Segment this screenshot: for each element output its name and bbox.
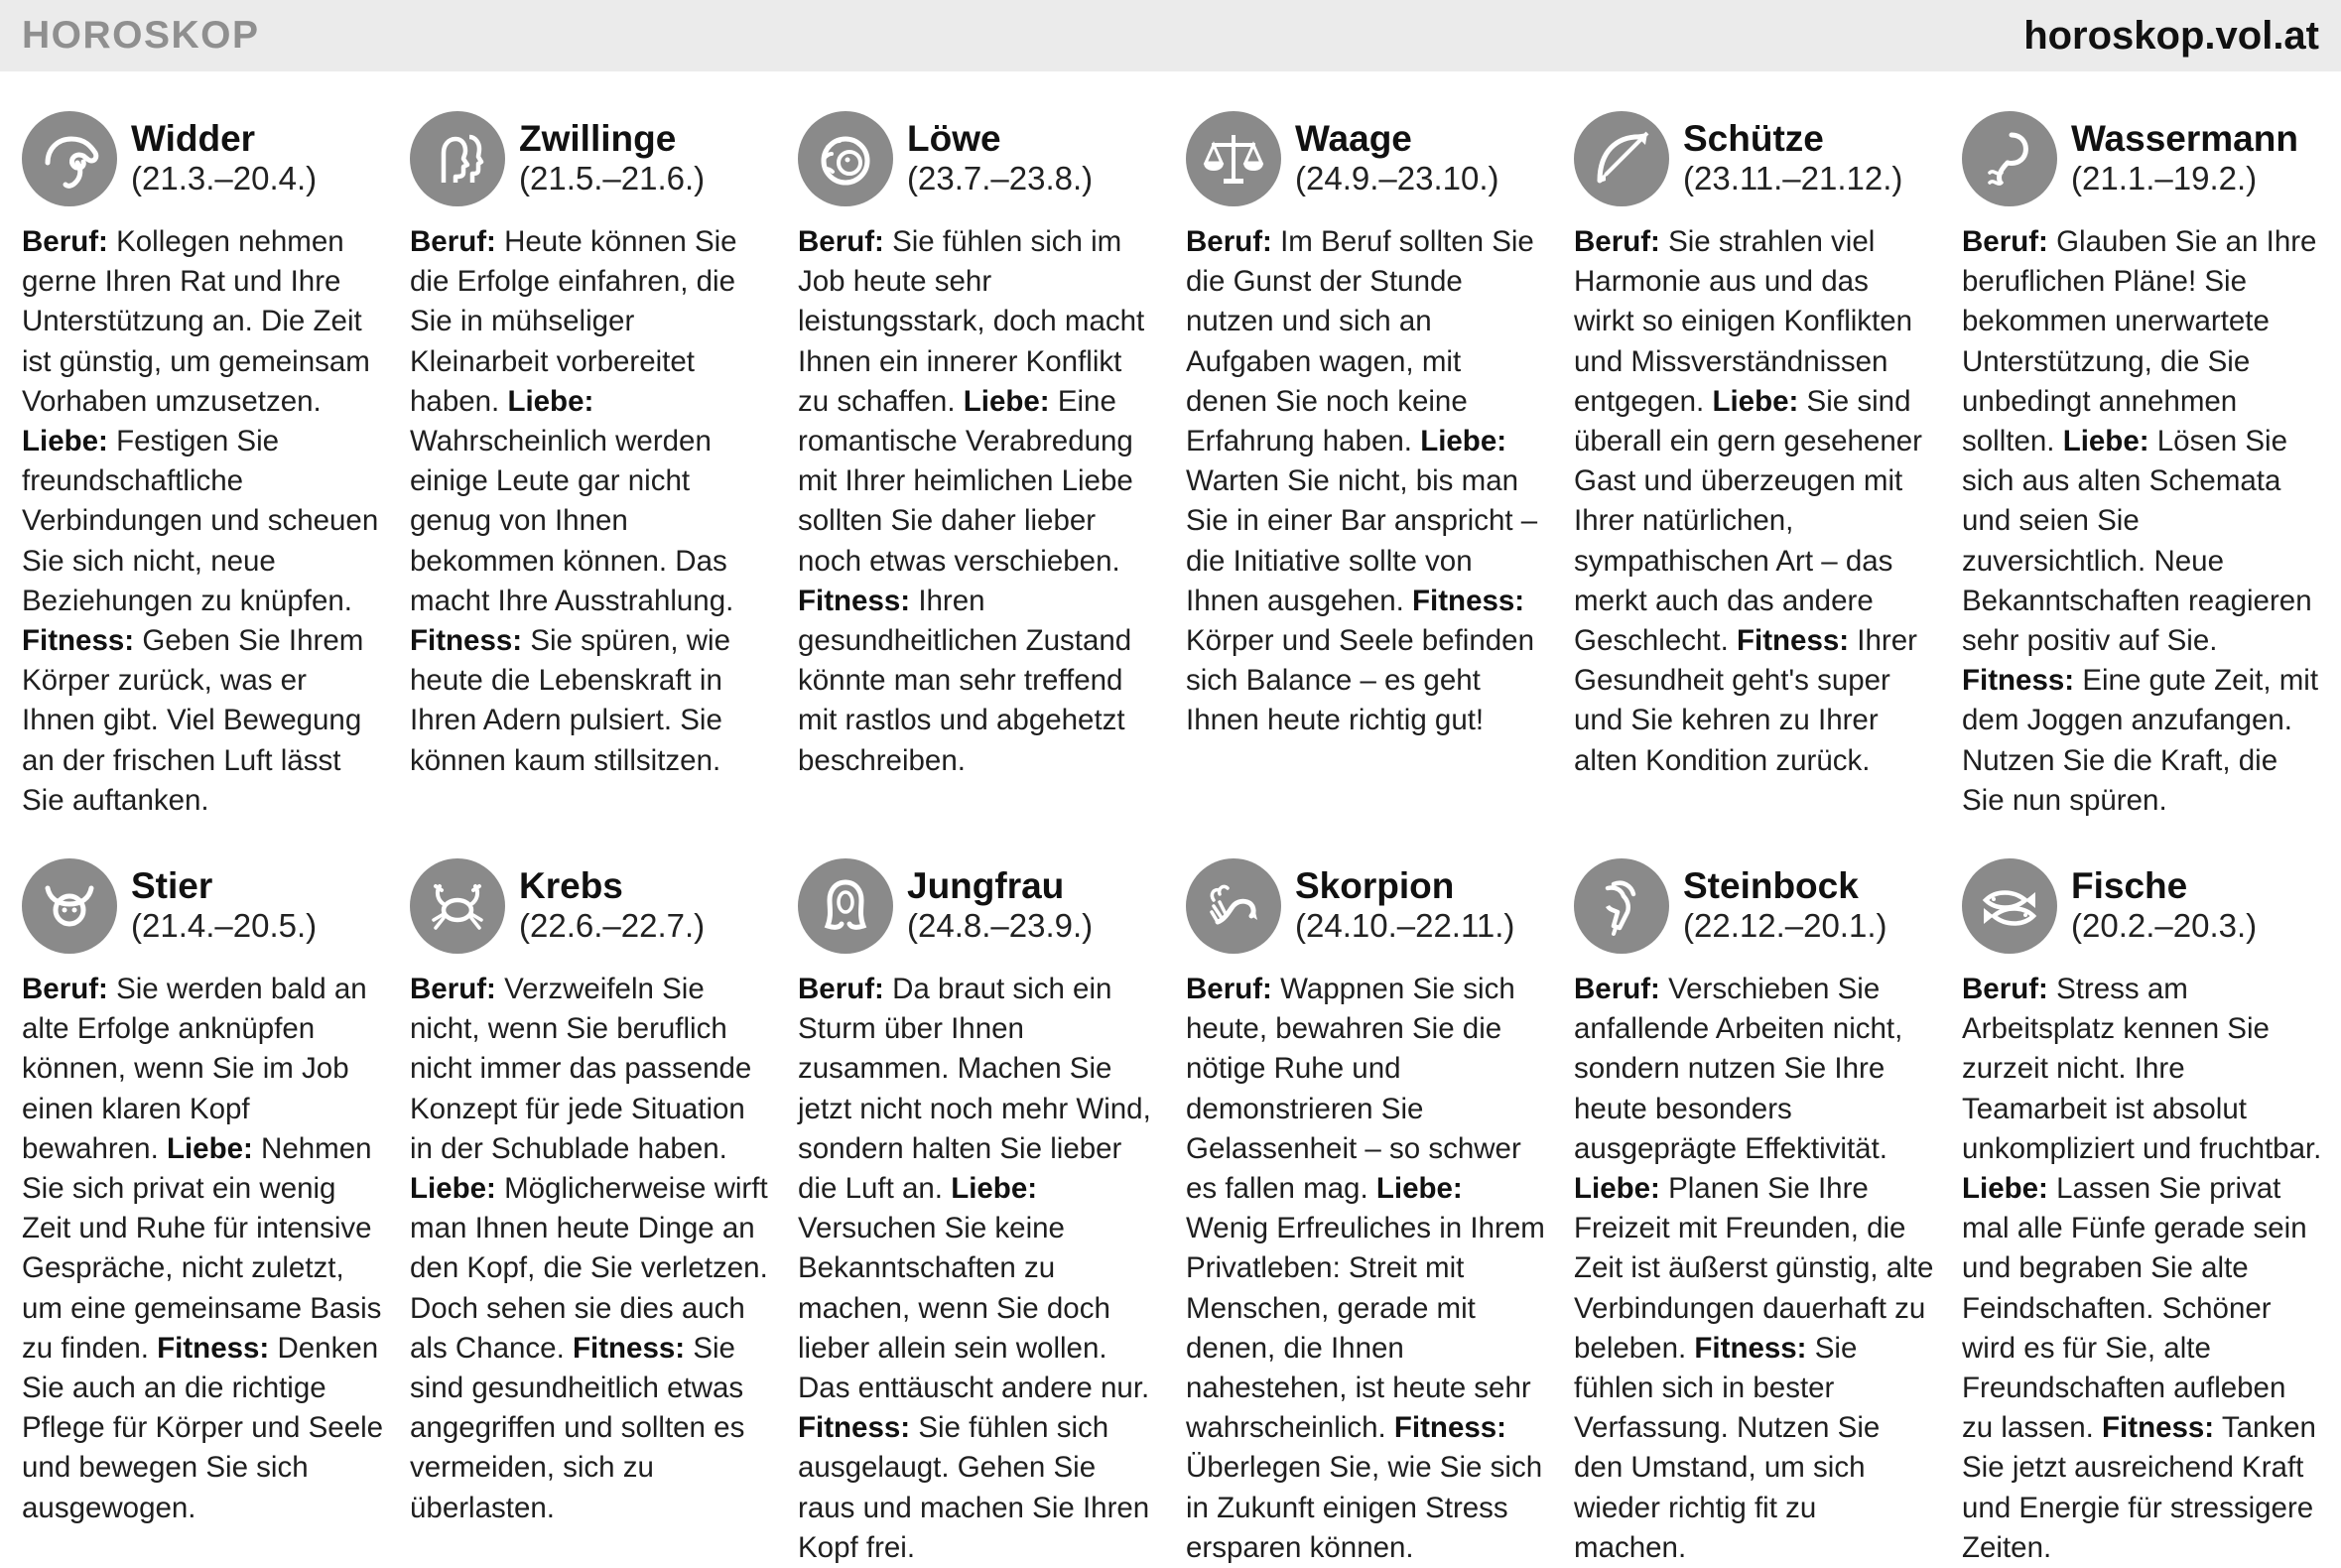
sign-name: Krebs <box>519 865 623 907</box>
sign-header <box>798 856 1160 964</box>
beruf-text: Im Beruf sollten Sie die Gunst der Stunde nutzen und sich an Aufgaben wagen, mit denen Sie noch keine Erfahrung haben. <box>1186 225 1534 458</box>
beruf-text: Sie fühlen sich im Job heute sehr leistungsstark, doch macht Ihnen ein innerer Konflikt zu schaffen. <box>798 225 1145 418</box>
sign-card-fische <box>1962 856 2324 1568</box>
fitness-label: Fitness: <box>798 584 911 617</box>
sign-name: Jungfrau <box>907 865 1065 907</box>
beruf-label: Beruf: <box>410 225 496 258</box>
sign-card-skorpion <box>1186 856 1548 1568</box>
fitness-label: Fitness: <box>157 1331 270 1365</box>
beruf-text: Verschieben Sie anfallende Arbeiten nicht, sondern nutzen Sie Ihre heute besonders ausgeprägte Effektivität. <box>1574 973 1903 1165</box>
beruf-label: Beruf: <box>1962 973 2048 1006</box>
sign-dates: (24.8.–23.9.) <box>907 907 1094 945</box>
fitness-text: Sie spüren, wie heute die Lebenskraft in Ihren Adern pulsiert. Sie können kaum stillsitzen. <box>410 624 731 777</box>
sign-card-stier <box>22 856 384 1568</box>
bow-arrow-icon <box>1574 111 1669 206</box>
liebe-label: Liebe: <box>963 384 1050 418</box>
beruf-label: Beruf: <box>22 973 108 1006</box>
sign-text <box>1962 970 2324 1568</box>
beruf-text: Sie werden bald an alte Erfolge anknüpfen können, wenn Sie im Job einen klaren Kopf bewahren. <box>22 973 367 1165</box>
fitness-text: Sie fühlen sich ausgelaugt. Gehen Sie raus und machen Sie Ihren Kopf frei. <box>798 1411 1150 1564</box>
fitness-label: Fitness: <box>1412 584 1525 617</box>
sign-titles <box>2071 109 2298 198</box>
sign-titles <box>519 856 705 946</box>
fitness-text: Sie sind gesundheitlich etwas angegriffen und sollten es vermeiden, sich zu überlasten. <box>410 1331 745 1524</box>
sign-titles <box>519 109 705 198</box>
liebe-label: Liebe: <box>1712 384 1799 418</box>
beruf-label: Beruf: <box>1962 225 2048 258</box>
sign-name: Zwillinge <box>519 118 677 159</box>
sign-card-krebs <box>410 856 772 1568</box>
sign-text <box>1186 970 1548 1568</box>
fitness-label: Fitness: <box>1962 664 2075 698</box>
scorpion-icon <box>1186 858 1281 954</box>
liebe-text: Nehmen Sie sich privat ein wenig Zeit und Ruhe für intensive Gespräche, nicht zuletzt, um eine gemeinsame Basis zu finden. <box>22 1131 382 1365</box>
sign-titles <box>907 109 1093 198</box>
sign-header <box>410 856 772 964</box>
liebe-text: Wenig Erfreuliches in Ihrem Privatleben: Streit mit Menschen, gerade mit denen, die Ihnen nahestehen, ist heute sehr wahrscheinlich. <box>1186 1212 1545 1445</box>
liebe-label: Liebe: <box>1375 1172 1463 1206</box>
sign-card-wassermann <box>1962 109 2324 821</box>
section-title: HOROSKOP <box>22 14 260 57</box>
sign-name: Widder <box>131 118 256 159</box>
sign-titles <box>131 109 317 198</box>
beruf-text: Heute können Sie die Erfolge einfahren, die Sie in mühseliger Kleinarbeit vorbereitet haben. <box>410 225 737 418</box>
sign-name: Wassermann <box>2071 118 2298 159</box>
sign-header <box>410 109 772 216</box>
sign-text <box>798 222 1160 781</box>
sign-text <box>22 222 384 821</box>
liebe-label: Liebe: <box>1962 1172 2048 1206</box>
sign-titles <box>131 856 317 946</box>
sign-titles <box>1295 109 1498 198</box>
site-url[interactable]: horoskop.vol.at <box>2023 13 2319 58</box>
sign-text <box>1962 222 2324 821</box>
sign-header <box>22 109 384 216</box>
sign-dates: (24.10.–22.11.) <box>1295 907 1515 945</box>
fish-icon <box>1962 858 2057 954</box>
sign-dates: (21.5.–21.6.) <box>519 160 706 196</box>
sign-name: Waage <box>1295 118 1412 159</box>
sign-card-löwe <box>798 109 1160 821</box>
sign-name: Schütze <box>1683 118 1824 159</box>
sign-name: Fische <box>2071 865 2188 907</box>
fitness-text: Denken Sie auch an die richtige Pflege für Körper und Seele und bewegen Sie sich ausgewogen. <box>22 1331 384 1524</box>
sign-name: Steinbock <box>1683 865 1859 907</box>
sign-text <box>1574 970 1936 1568</box>
sign-dates: (24.9.–23.10.) <box>1295 160 1499 196</box>
fitness-text: Eine gute Zeit, mit dem Joggen anzufangen. Nutzen Sie die Kraft, die Sie nun spüren. <box>1962 664 2319 817</box>
fitness-label: Fitness: <box>22 624 135 658</box>
sign-text <box>1186 222 1548 741</box>
horoscope-grid <box>22 109 2324 1568</box>
beruf-label: Beruf: <box>22 225 108 258</box>
sign-header <box>22 856 384 964</box>
liebe-text: Wahrscheinlich werden einige Leute gar nicht genug von Ihnen bekommen können. Das macht Ihre Ausstrahlung. <box>410 425 734 617</box>
liebe-text: Eine romantische Verabredung mit Ihrer heimlichen Liebe sollten Sie daher lieber noch etwas verschieben. <box>798 384 1133 578</box>
sign-dates: (23.7.–23.8.) <box>907 160 1094 196</box>
sign-dates: (21.4.–20.5.) <box>131 907 318 945</box>
sign-dates: (20.2.–20.3.) <box>2071 907 2258 945</box>
sign-text <box>410 970 772 1528</box>
liebe-text: Lassen Sie privat mal alle Fünfe gerade sein und begraben Sie alte Feindschaften. Schöner wird es für Sie, alte Freundschaften aufleben zu lassen. <box>1962 1172 2307 1445</box>
beruf-text: Verzweifeln Sie nicht, wenn Sie beruflich nicht immer das passende Konzept für jede Situation in der Schublade haben. <box>410 973 752 1165</box>
sign-card-widder <box>22 109 384 821</box>
liebe-text: Sie sind überall ein gern gesehener Gast und überzeugen mit Ihrer natürlichen, sympathischen Art – das merkt auch das andere Geschlecht. <box>1574 384 1922 658</box>
liebe-text: Festigen Sie freundschaftliche Verbindungen und scheuen Sie sich nicht, neue Beziehungen zu knüpfen. <box>22 425 379 617</box>
liebe-text: Lösen Sie sich aus alten Schemata und seien Sie zuversichtlich. Neue Bekanntschaften reagieren sehr positiv auf Sie. <box>1962 425 2312 658</box>
liebe-label: Liebe: <box>951 1172 1038 1206</box>
fitness-label: Fitness: <box>1393 1411 1506 1445</box>
beruf-label: Beruf: <box>1186 973 1272 1006</box>
sign-header <box>798 109 1160 216</box>
sign-header <box>1186 109 1548 216</box>
fitness-label: Fitness: <box>1736 624 1850 658</box>
fitness-label: Fitness: <box>2102 1411 2215 1445</box>
sign-text <box>22 970 384 1528</box>
sign-dates: (22.12.–20.1.) <box>1683 907 1887 945</box>
sign-card-zwillinge <box>410 109 772 821</box>
fitness-label: Fitness: <box>573 1331 686 1365</box>
water-bearer-icon <box>1962 111 2057 206</box>
liebe-text: Warten Sie nicht, bis man Sie in einer Bar anspricht – die Initiative sollte von Ihnen ausgehen. <box>1186 464 1538 617</box>
sign-dates: (21.1.–19.2.) <box>2071 160 2258 196</box>
liebe-label: Liebe: <box>2062 425 2149 458</box>
beruf-text: Da braut sich ein Sturm über Ihnen zusammen. Machen Sie jetzt nicht noch mehr Wind, sondern halten Sie lieber die Luft an. <box>798 973 1151 1206</box>
sign-text <box>410 222 772 781</box>
crab-icon <box>410 858 505 954</box>
fitness-text: Sie fühlen sich in bester Verfassung. Nutzen Sie den Umstand, um sich wieder richtig fit zu machen. <box>1574 1331 1881 1564</box>
fitness-text: Körper und Seele befinden sich Balance – es geht Ihnen heute richtig gut! <box>1186 624 1534 737</box>
beruf-text: Wappnen Sie sich heute, bewahren Sie die nötige Ruhe und demonstrieren Sie Gelassenheit – so schwer es fallen mag. <box>1186 973 1521 1206</box>
sign-card-schütze <box>1574 109 1936 821</box>
sign-name: Stier <box>131 865 213 907</box>
fitness-text: Tanken Sie jetzt ausreichend Kraft und Energie für stressigere Zeiten. <box>1962 1411 2316 1564</box>
liebe-label: Liebe: <box>22 425 108 458</box>
fitness-label: Fitness: <box>1694 1331 1807 1365</box>
horoscope-header <box>0 0 2341 71</box>
sign-titles <box>907 856 1093 946</box>
sign-text <box>1574 222 1936 781</box>
fitness-label: Fitness: <box>798 1411 911 1445</box>
beruf-text: Kollegen nehmen gerne Ihren Rat und Ihre Unterstützung an. Die Zeit ist günstig, um gemeinsam Vorhaben umzusetzen. <box>22 225 370 418</box>
beruf-text: Glauben Sie an Ihre beruflichen Pläne! Sie bekommen unerwartete Unterstützung, die Sie unbedingt annehmen sollten. <box>1962 225 2317 458</box>
beruf-text: Stress am Arbeitsplatz kennen Sie zurzeit nicht. Ihre Teamarbeit ist absolut unkompliziert und fruchtbar. <box>1962 973 2322 1165</box>
sign-titles <box>1683 856 1886 946</box>
lion-icon <box>798 111 893 206</box>
twins-icon <box>410 111 505 206</box>
liebe-text: Versuchen Sie keine Bekanntschaften zu machen, wenn Sie doch lieber allein sein wollen. Das enttäuscht andere nur. <box>798 1212 1150 1405</box>
beruf-label: Beruf: <box>1574 973 1660 1006</box>
sign-name: Skorpion <box>1295 865 1455 907</box>
virgin-icon <box>798 858 893 954</box>
liebe-text: Möglicherweise wirft man Ihnen heute Dinge an den Kopf, die Sie verletzen. Doch sehen sie dies auch als Chance. <box>410 1172 768 1365</box>
liebe-label: Liebe: <box>1420 425 1507 458</box>
sign-header <box>1186 856 1548 964</box>
beruf-label: Beruf: <box>798 973 884 1006</box>
sign-titles <box>1683 109 1902 198</box>
liebe-label: Liebe: <box>507 384 594 418</box>
sign-dates: (21.3.–20.4.) <box>131 160 318 196</box>
scales-icon <box>1186 111 1281 206</box>
sign-header <box>1574 856 1936 964</box>
sign-card-waage <box>1186 109 1548 821</box>
beruf-label: Beruf: <box>1574 225 1660 258</box>
ram-icon <box>22 111 117 206</box>
fitness-text: Ihren gesundheitlichen Zustand könnte man sehr treffend mit rastlos und abgehetzt beschreiben. <box>798 584 1132 777</box>
sign-titles <box>1295 856 1514 946</box>
fitness-text: Ihrer Gesundheit geht's super und Sie kehren zu Ihrer alten Kondition zurück. <box>1574 624 1917 777</box>
fitness-text: Überlegen Sie, wie Sie sich in Zukunft einigen Stress ersparen können. <box>1186 1451 1543 1564</box>
sign-header <box>1962 109 2324 216</box>
sign-text <box>798 970 1160 1568</box>
fitness-text: Geben Sie Ihrem Körper zurück, was er Ihnen gibt. Viel Bewegung an der frischen Luft lässt Sie auftanken. <box>22 624 364 817</box>
sign-titles <box>2071 856 2257 946</box>
beruf-label: Beruf: <box>410 973 496 1006</box>
sign-card-jungfrau <box>798 856 1160 1568</box>
sign-header <box>1574 109 1936 216</box>
liebe-label: Liebe: <box>410 1172 496 1206</box>
sign-header <box>1962 856 2324 964</box>
liebe-label: Liebe: <box>166 1131 253 1165</box>
beruf-label: Beruf: <box>798 225 884 258</box>
sign-dates: (23.11.–21.12.) <box>1683 160 1903 196</box>
beruf-text: Sie strahlen viel Harmonie aus und das wirkt so einigen Konflikten und Missverständnissen entgegen. <box>1574 225 1913 418</box>
goat-icon <box>1574 858 1669 954</box>
bull-icon <box>22 858 117 954</box>
liebe-label: Liebe: <box>1574 1172 1660 1206</box>
sign-name: Löwe <box>907 118 1001 159</box>
liebe-text: Planen Sie Ihre Freizeit mit Freunden, die Zeit ist äußerst günstig, alte Verbindungen dauerhaft zu beleben. <box>1574 1172 1934 1365</box>
sign-dates: (22.6.–22.7.) <box>519 907 706 945</box>
sign-card-steinbock <box>1574 856 1936 1568</box>
beruf-label: Beruf: <box>1186 225 1272 258</box>
fitness-label: Fitness: <box>410 624 523 658</box>
